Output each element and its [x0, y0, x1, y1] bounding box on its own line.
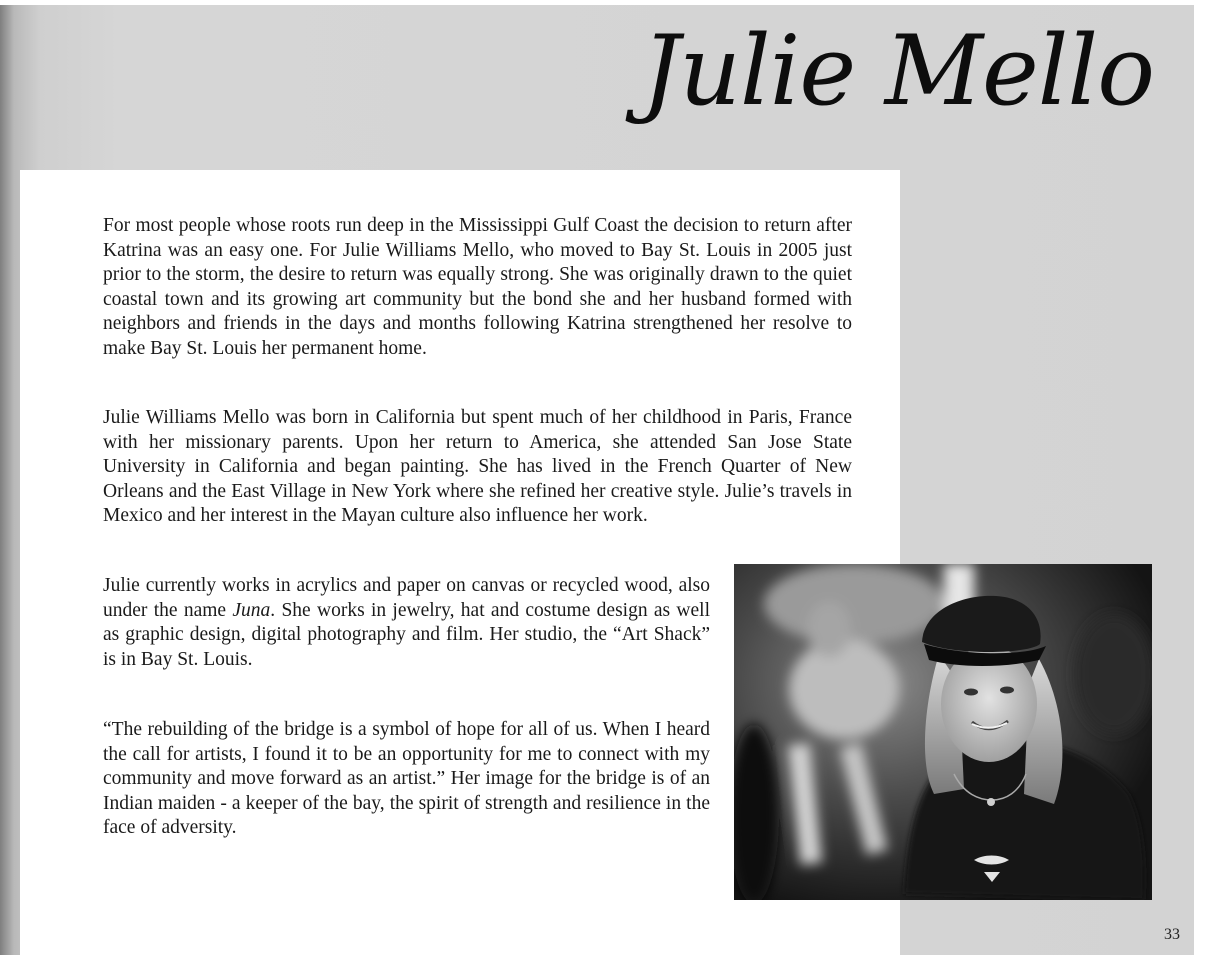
bio-paragraph-3-end: . She works in jewelry, hat and costume design as well as graphic design, digital photography and film. Her studio, the “Art Shack” is in Bay St. Louis.: [103, 599, 710, 670]
pseudonym: Juna: [232, 599, 271, 621]
page-number: 33: [1164, 926, 1180, 943]
page-top-margin: [0, 0, 1206, 5]
bio-paragraph-4: “The rebuilding of the bridge is a symbol of hope for all of us. When I heard the call for artists, I found it to be an opportunity for me to connect with my community and move forward as an artist.” Her image for the bridge is of an Indian maiden - a keeper of the bay, the spirit of strength and resilience in the face of adversity.: [103, 719, 710, 839]
artist-name-title: Julie Mello: [641, 15, 1154, 127]
artist-portrait-photo: [734, 564, 1152, 900]
page-right-margin: [1194, 0, 1206, 969]
bio-paragraph-2: Julie Williams Mello was born in California but spent much of her childhood in Paris, France with her missionary parents. Upon her return to America, she attended San Jose State University in California and began painting. She has lived in the French Quarter of New Orleans and the East Village in New York where she refined her creative style. Julie’s travels in Mexico and her interest in the Mayan culture also influence her work.: [103, 407, 852, 527]
bio-paragraph-3-start: Julie currently works in acrylics and paper on canvas or recycled wood, also under the name: [103, 575, 710, 621]
bio-paragraph-1: For most people whose roots run deep in the Mississippi Gulf Coast the decision to return after Katrina was an easy one. For Julie Williams Mello, who moved to Bay St. Louis in 2005 just prior to the storm, the desire to return was equally strong. She was originally drawn to the quiet coastal town and its growing art community but the bond she and her husband formed with neighbors and friends in the days and months following Katrina strengthened her resolve to make Bay St. Louis her permanent home.: [103, 215, 852, 359]
bio-paragraph-3: [103, 574, 710, 672]
page-bottom-margin: [0, 955, 1206, 969]
